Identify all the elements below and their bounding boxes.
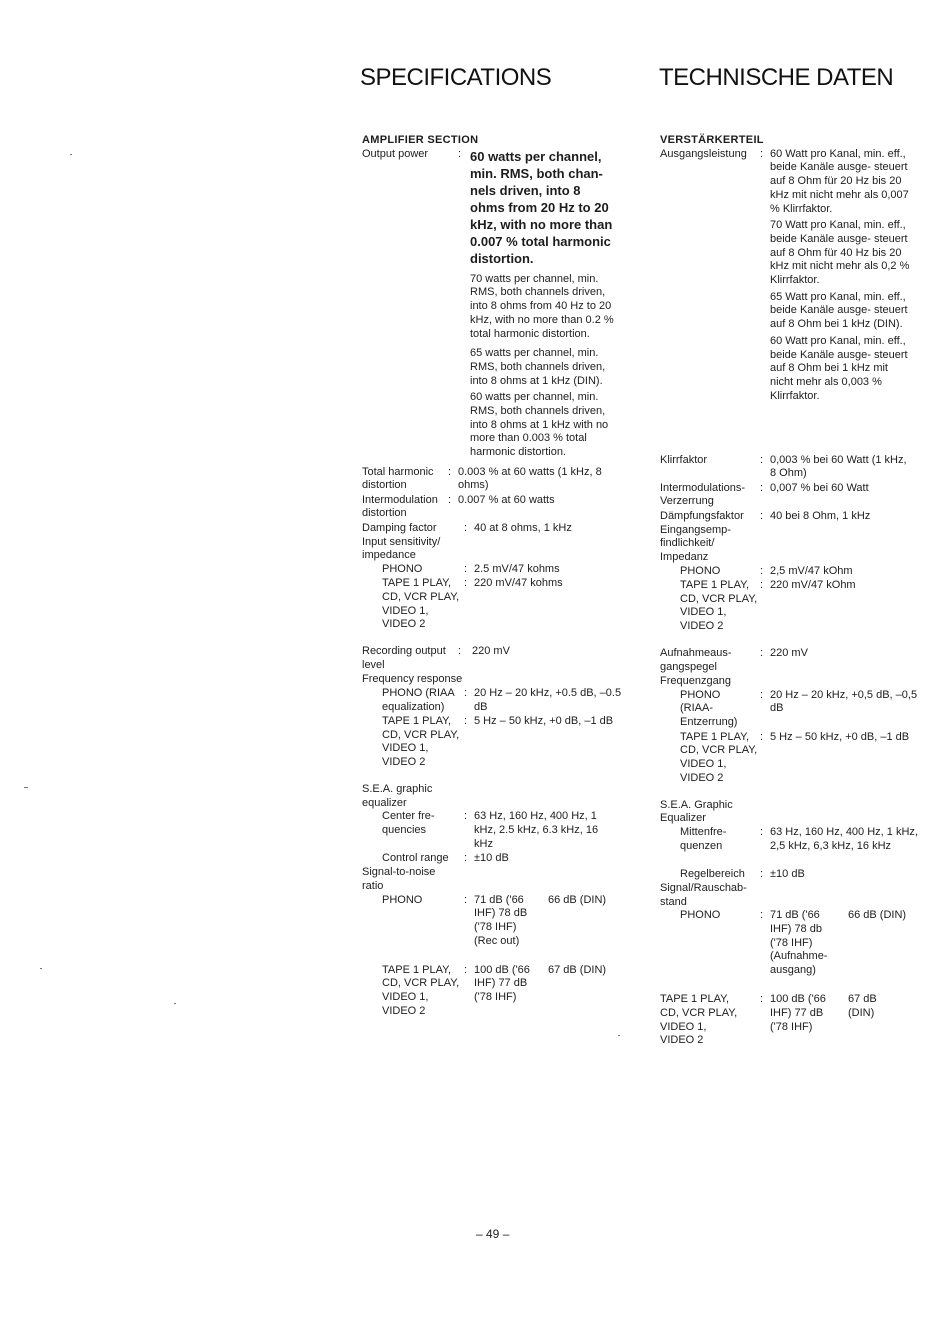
phono-value-de: 2,5 mV/47 kOhm (770, 564, 853, 577)
aufnahme-label: Aufnahmeaus- gangspegel (660, 646, 732, 673)
power-70w-de: 70 Watt pro Kanal, min. eff., beide Kanäle ausge- steuert auf 8 Ohm für 40 Hz bis 20 kHz mit nicht mehr als 0,2 % Klirrfaktor. (770, 219, 910, 287)
damping-value: 40 at 8 ohms, 1 kHz (474, 521, 572, 534)
frequenzgang-label: Frequenzgang (660, 674, 731, 687)
snr-label: Signal-to-noise ratio (362, 866, 436, 892)
scan-speck (24, 787, 28, 788)
damping-label: Damping factor (362, 521, 437, 534)
power-60w-de: 60 Watt pro Kanal, min. eff., beide Kanäle ausge- steuert auf 8 Ohm für 20 Hz bis 20 kHz mit nicht mehr als 0,007 % Klirrfaktor. (770, 147, 909, 215)
scan-speck (174, 1003, 176, 1004)
rec-row: Recording output level : 220 mV (362, 645, 510, 671)
phono-label-de: PHONO (680, 564, 721, 577)
freq-phono-row-de: PHONO (RIAA- Entzerrung) : 20 Hz – 20 kHz, +0,5 dB, –0,5 dB (660, 689, 922, 731)
section-heading: AMPLIFIER SECTION (362, 134, 479, 146)
english-column (362, 134, 624, 1034)
control-range-value: ±10 dB (474, 852, 509, 865)
scan-speck (70, 154, 72, 155)
phono-label: PHONO (382, 563, 423, 576)
intermodulation-value-de: 0,007 % bei 60 Watt (770, 481, 869, 494)
control-range-row: Control range : ±10 dB (362, 852, 624, 866)
output-power-main: 60 watts per channel, min. RMS, both chan- nels driven, into 8 ohms from 20 Hz to 20 kHz, with no more than 0.007 % total harmonic distortion. (470, 148, 613, 266)
center-freq-value: 63 Hz, 160 Hz, 400 Hz, 1 kHz, 2.5 kHz, 6.3 kHz, 16 kHz (474, 810, 599, 850)
freq-phono-value-de: 20 Hz – 20 kHz, +0,5 dB, –0,5 dB (770, 688, 918, 715)
output-power-70w: 70 watts per channel, min. RMS, both channels driven, into 8 ohms from 40 Hz to 20 kHz, with no more than 0.2 % total harmonic distortion. (470, 272, 614, 340)
rec-value: 220 mV (472, 645, 510, 658)
regel-row: Regelbereich : ±10 dB (660, 868, 922, 882)
power-60b-de: 60 Watt pro Kanal, min. eff., beide Kanäle ausge- steuert auf 8 Ohm bei 1 kHz mit nicht mehr als 0,003 % Klirrfaktor. (770, 334, 908, 402)
regel-label: Regelbereich (680, 867, 745, 880)
daempfung-row: Dämpfungsfaktor : 40 bei 8 Ohm, 1 kHz (660, 509, 871, 522)
snr-tape-label-de: TAPE 1 PLAY, CD, VCR PLAY, VIDEO 1, VIDEO 2 (660, 993, 738, 1047)
im-label: Intermodulation distortion (362, 493, 438, 520)
sea-label-de: S.E.A. Graphic Equalizer (660, 798, 733, 825)
damping-row: Damping factor : 40 at 8 ohms, 1 kHz (362, 521, 572, 534)
daempfung-label: Dämpfungsfaktor (660, 509, 744, 522)
german-column (660, 134, 922, 1063)
daempfung-value: 40 bei 8 Ohm, 1 kHz (770, 509, 871, 522)
snr-phono-value: 71 dB ('66 IHF) 78 dB ('78 IHF) (Rec out) (474, 893, 528, 947)
ausgangsleistung-row: Ausgangsleistung : 60 Watt pro Kanal, min. eff., beide Kanäle ausge- steuert auf 8 Ohm für 20 Hz bis 20 kHz mit nicht mehr als 0,007 % Klirrfaktor. 70 Watt pro Kanal, min. eff., beide Kanäle ausge- steuert auf 8 Ohm für 40 Hz bis 20 kHz mit nicht mehr als 0,2 % Klirrfaktor. 65 Watt pro Kanal, min. eff., beide Kanäle ausge- steuert auf 8 Ohm bei 1 kHz (DIN). 60 Watt pro Kanal, min. eff., beide Kanäle ausge- steuert auf 8 Ohm bei 1 kHz mit nicht mehr als 0,003 % Klirrfaktor. (660, 147, 910, 402)
control-range-label: Control range (382, 852, 449, 865)
scan-speck (618, 1035, 620, 1036)
center-freq-label: Center fre- quencies (382, 810, 435, 836)
snr-phono-din: 66 dB (DIN) (548, 893, 607, 906)
center-freq-row: Center fre- quencies : 63 Hz, 160 Hz, 400 Hz, 1 kHz, 2.5 kHz, 6.3 kHz, 16 kHz (362, 810, 624, 852)
freq-phono-value: 20 Hz – 20 kHz, +0.5 dB, –0.5 dB (474, 686, 622, 713)
phono-row-de: PHONO : 2,5 mV/47 kOhm (660, 565, 922, 579)
klirrfaktor-value: 0,003 % bei 60 Watt (1 kHz, 8 Ohm) (770, 453, 907, 480)
snr-phono-row: PHONO : 71 dB ('66 IHF) 78 dB ('78 IHF) (Rec out) 66 dB (DIN) (362, 894, 624, 964)
phono-row: PHONO : 2.5 mV/47 kohms (362, 563, 624, 577)
snr-phono-row-de: PHONO : 71 dB ('66 IHF) 78 db ('78 IHF) (Aufnahme- ausgang) 66 dB (DIN) (660, 909, 922, 993)
mitten-label: Mittenfre- quenzen (680, 825, 727, 852)
snr-tape-din: 67 dB (DIN) (548, 963, 607, 976)
thd-label: Total harmonic distortion (362, 465, 434, 492)
snr-tape-row-de: TAPE 1 PLAY, CD, VCR PLAY, VIDEO 1, VIDEO 2 : 100 dB ('66 IHF) 77 dB ('78 IHF) 67 dB (DIN) (660, 993, 922, 1063)
output-power-60w: 60 watts per channel, min. RMS, both channels driven, into 8 ohms at 1 kHz with no more than 0.003 % total harmonic distortion. (470, 391, 609, 459)
page-title-english: SPECIFICATIONS (360, 64, 552, 91)
freq-tape-label: TAPE 1 PLAY, CD, VCR PLAY, VIDEO 1, VIDEO 2 (382, 714, 460, 768)
freq-phono-row: PHONO (RIAA equalization) : 20 Hz – 20 kHz, +0.5 dB, –0.5 dB (362, 687, 624, 715)
sea-label: S.E.A. graphic equalizer (362, 782, 433, 809)
thd-value: 0.003 % at 60 watts (1 kHz, 8 ohms) (458, 465, 602, 492)
page-title-german: TECHNISCHE DATEN (659, 64, 894, 91)
scan-speck (40, 968, 42, 969)
tape-value: 220 mV/47 kohms (474, 577, 563, 590)
tape-row: TAPE 1 PLAY, CD, VCR PLAY, VIDEO 1, VIDEO 2 : 220 mV/47 kohms (362, 577, 624, 645)
freq-response-label: Frequency response (362, 673, 463, 686)
freq-tape-row: TAPE 1 PLAY, CD, VCR PLAY, VIDEO 1, VIDEO 2 : 5 Hz – 50 kHz, +0 dB, –1 dB (362, 715, 624, 783)
output-power-65w: 65 watts per channel, min. RMS, both channels driven, into 8 ohms at 1 kHz (DIN). (470, 347, 606, 387)
snr-phono-label: PHONO (382, 893, 423, 906)
freq-tape-row-de: TAPE 1 PLAY, CD, VCR PLAY, VIDEO 1, VIDEO 2 : 5 Hz – 50 kHz, +0 dB, –1 dB (660, 731, 922, 799)
mitten-value: 63 Hz, 160 Hz, 400 Hz, 1 kHz, 2,5 kHz, 6,3 kHz, 16 kHz (770, 825, 918, 852)
eingang-label: Eingangsemp- findlichkeit/ Impedanz (660, 523, 731, 564)
freq-tape-label-de: TAPE 1 PLAY, CD, VCR PLAY, VIDEO 1, VIDEO 2 (680, 730, 758, 784)
klirrfaktor-row: Klirrfaktor : 0,003 % bei 60 Watt (1 kHz, 8 Ohm) (660, 454, 922, 482)
intermodulation-row-de: Intermodulations- Verzerrung : 0,007 % bei 60 Watt (660, 481, 869, 508)
im-value: 0.007 % at 60 watts (458, 493, 555, 506)
aufnahme-row: Aufnahmeaus- gangspegel : 220 mV (660, 646, 808, 673)
snr-tape-din-de: 67 dB (DIN) (848, 993, 877, 1020)
intermodulation-label-de: Intermodulations- Verzerrung (660, 481, 745, 508)
page-number: – 49 – (476, 1227, 510, 1241)
regel-value: ±10 dB (770, 867, 805, 880)
phono-value: 2.5 mV/47 kohms (474, 563, 560, 576)
snr-tape-label: TAPE 1 PLAY, CD, VCR PLAY, VIDEO 1, VIDEO 2 (382, 963, 460, 1017)
snr-tape-row: TAPE 1 PLAY, CD, VCR PLAY, VIDEO 1, VIDEO 2 : 100 dB ('66 IHF) 77 dB ('78 IHF) 67 dB (DIN) (362, 964, 624, 1034)
freq-phono-label-de: PHONO (RIAA- Entzerrung) (680, 688, 738, 728)
freq-tape-value-de: 5 Hz – 50 kHz, +0 dB, –1 dB (770, 730, 910, 743)
snr-phono-value-de: 71 dB ('66 IHF) 78 db ('78 IHF) (Aufnahme- ausgang) (770, 909, 828, 977)
aufnahme-value: 220 mV (770, 646, 808, 659)
klirrfaktor-label: Klirrfaktor (660, 453, 708, 466)
tape-value-de: 220 mV/47 kOhm (770, 578, 856, 591)
snr-phono-label-de: PHONO (680, 909, 721, 922)
freq-phono-label: PHONO (RIAA equalization) (382, 686, 455, 713)
power-65w-de: 65 Watt pro Kanal, min. eff., beide Kanäle ausge- steuert auf 8 Ohm bei 1 kHz (DIN). (770, 290, 908, 331)
snr-tape-value: 100 dB ('66 IHF) 77 dB ('78 IHF) (474, 963, 530, 1004)
rec-label: Recording output level (362, 645, 446, 671)
output-power-row: Output power : 60 watts per channel, min. RMS, both chan- nels driven, into 8 ohms from 20 Hz to 20 kHz, with no more than 0.007 % total harmonic distortion. 70 watts per channel, min. RMS, both channels driven, into 8 ohms from 40 Hz to 20 kHz, with no more than 0.2 % total harmonic distortion. 65 watts per channel, min. RMS, both channels driven, into 8 ohms at 1 kHz (DIN). 60 watts per channel, min. RMS, both channels driven, into 8 ohms at 1 kHz with no more than 0.003 % total harmonic distortion. (362, 148, 624, 466)
tape-label: TAPE 1 PLAY, CD, VCR PLAY, VIDEO 1, VIDEO 2 (382, 577, 460, 631)
thd-row: Total harmonic distortion : 0.003 % at 60 watts (1 kHz, 8 ohms) (362, 466, 624, 494)
snr-tape-value-de: 100 dB ('66 IHF) 77 dB ('78 IHF) (770, 993, 826, 1033)
section-heading-de: VERSTÄRKERTEIL (660, 134, 764, 146)
tape-row-de: TAPE 1 PLAY, CD, VCR PLAY, VIDEO 1, VIDEO 2 : 220 mV/47 kOhm (660, 579, 922, 647)
input-sensitivity-label: Input sensitivity/ impedance (362, 535, 441, 562)
snr-label-de: Signal/Rauschab- stand (660, 881, 747, 908)
im-row: Intermodulation distortion : 0.007 % at 60 watts (362, 493, 555, 520)
snr-phono-din-de: 66 dB (DIN) (848, 909, 907, 922)
mitten-row: Mittenfre- quenzen : 63 Hz, 160 Hz, 400 Hz, 1 kHz, 2,5 kHz, 6,3 kHz, 16 kHz (660, 826, 922, 868)
ausgangsleistung-label: Ausgangsleistung (660, 147, 747, 160)
tape-label-de: TAPE 1 PLAY, CD, VCR PLAY, VIDEO 1, VIDEO 2 (680, 578, 758, 632)
freq-tape-value: 5 Hz – 50 kHz, +0 dB, –1 dB (474, 714, 614, 727)
output-power-label: Output power (362, 147, 429, 160)
